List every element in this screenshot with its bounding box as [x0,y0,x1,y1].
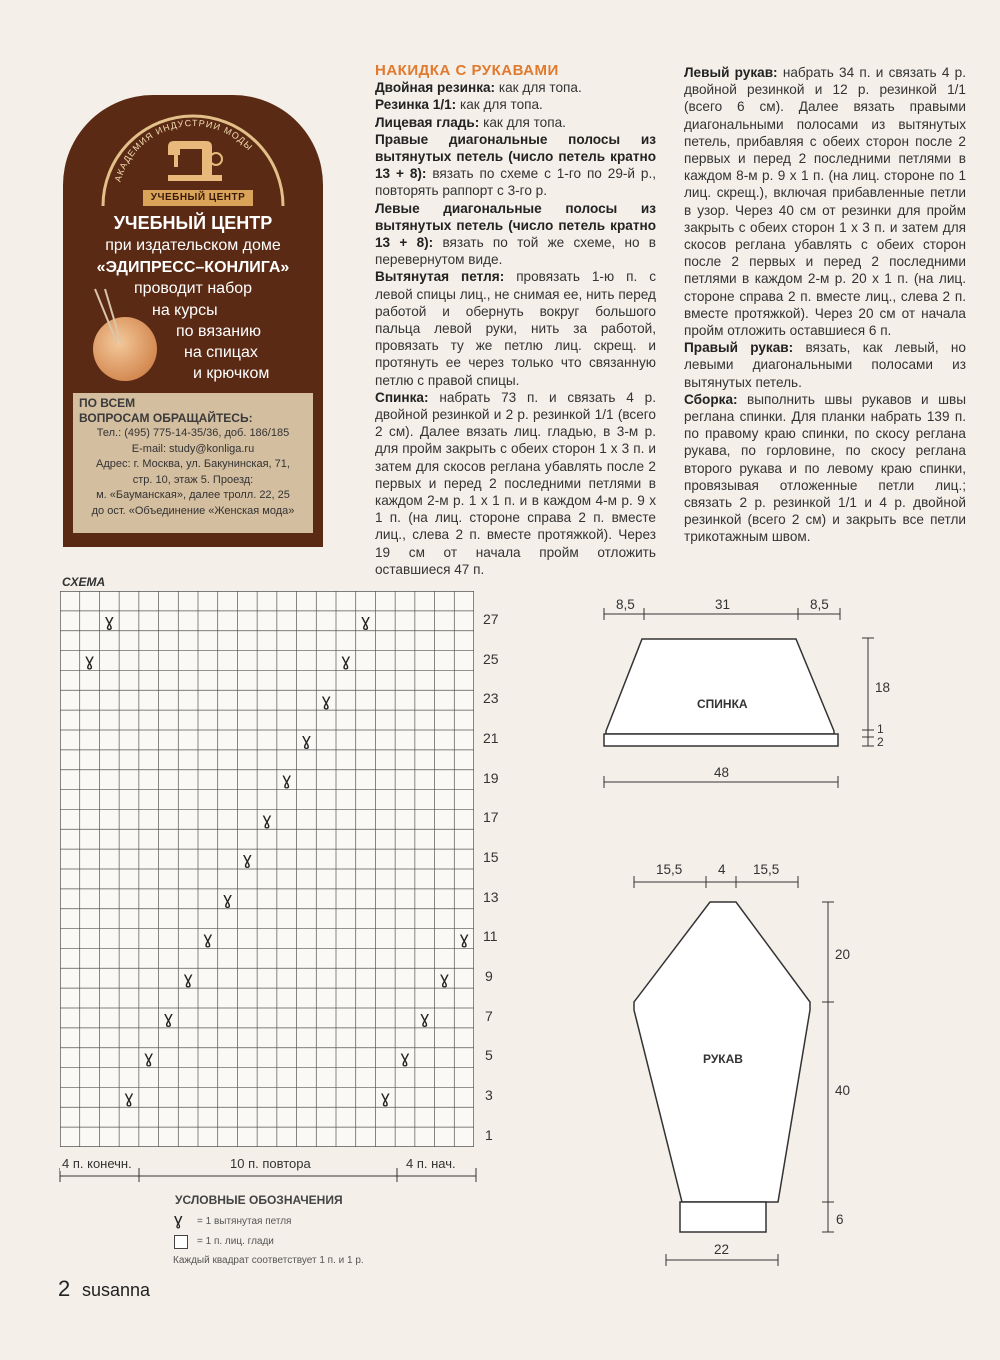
paragraph-text: как для топа. [456,97,543,113]
ad-line: на курсы [152,302,218,319]
contact-line: м. «Бауманская», далее тролл. 22, 25 [96,489,290,501]
back-dim-rib2: 2 [877,735,884,749]
elongated-stitch-icon: ɣ [281,770,292,791]
knitting-needles-icon [91,287,131,347]
ad-contact-box [73,393,313,533]
elongated-stitch-icon: ɣ [222,889,233,910]
row-number: 5 [485,1047,493,1063]
article-title: НАКИДКА С РУКАВАМИ [375,62,559,79]
contact-line: стр. 10, этаж 5. Проезд: [132,473,254,486]
sleeve-dim-top-left: 15,5 [656,862,683,877]
term: Резинка 1/1: [375,97,457,113]
elongated-stitch-icon: ɣ [104,611,115,632]
sleeve-dim-h2: 40 [835,1083,851,1098]
contact-line: Адрес: г. Москва, ул. Бакунинская, 71, [96,458,290,470]
back-dim-height: 18 [875,680,891,695]
row-number: 13 [483,889,499,905]
elongated-stitch-icon: ɣ [242,849,253,870]
row-number: 23 [483,690,499,706]
knitting-chart-grid [60,591,474,1147]
sleeve-dim-top-mid: 4 [718,862,726,877]
paragraph-text: вязать по той же схеме, но в перевернутом виде. [375,235,656,268]
sleeve-dim-width: 22 [714,1242,730,1257]
elongated-stitch-icon: ɣ [301,730,312,751]
elongated-stitch-icon: ɣ [459,929,470,950]
sleeve-dim-h1: 20 [835,947,851,962]
elongated-stitch-icon: ɣ [439,968,450,989]
legend-title: УСЛОВНЫЕ ОБОЗНАЧЕНИЯ [175,1193,343,1207]
term: Правый рукав: [684,340,794,356]
elongated-stitch-icon: ɣ [84,651,95,672]
row-number: 25 [483,651,499,667]
back-dim-top-right: 8,5 [810,597,829,612]
ad-ring-caption: АКАДЕМИЯ ИНДУСТРИИ МОДЫ [112,117,255,183]
term: Двойная резинка: [375,80,496,96]
back-diagram [598,594,898,794]
term: Правые диагональные полосы из вытянутых петель (число петель кратно 13 + 8): [375,131,656,182]
term: Левые диагональные полосы из вытянутых петель (число петель кратно 13 + 8): [375,200,656,251]
row-number: 15 [483,849,499,865]
ad-line: по вязанию [176,323,261,340]
article-column-2 [684,64,966,546]
elongated-stitch-icon: ɣ [261,809,273,830]
row-number: 19 [483,770,499,786]
legend-item: = 1 п. лиц. глади [197,1236,274,1247]
ad-line: и крючком [193,365,270,382]
term: Сборка: [684,391,738,407]
term: Лицевая гладь: [375,114,480,130]
contact-line: Тел.: (495) 775-14-35/36, доб. 186/185 [96,427,290,439]
page-number: 2 [58,1276,71,1301]
paragraph-text: вязать по схеме с 1-го по 29-й р., повторять раппорт с 3-го р. [375,166,656,199]
contact-heading: ПО ВСЕМ [79,396,136,410]
start-stitches-label: 4 п. нач. [406,1156,456,1171]
row-number: 21 [483,730,499,746]
sleeve-label: РУКАВ [703,1052,743,1066]
ad-line: при издательском доме [105,237,281,254]
elongated-stitch-icon: ɣ [202,929,213,950]
back-label: СПИНКА [697,697,748,711]
sleeve-diagram [628,872,851,1272]
back-dim-top-mid: 31 [715,597,731,612]
back-dim-rib1: 1 [877,722,884,736]
sewing-machine-icon [160,133,230,188]
elongated-stitch-icon: ɣ [380,1087,391,1108]
schema-label: СХЕМА [62,575,106,589]
paragraph-text: набрать 73 п. и связать 4 р. двойной резинкой и 2 р. резинкой 1/1 (всего 2 см). Далее вязать лиц. гладью, в 3-м р. для пройм закрыть с обеих сторон 1 х 3 п. и затем для скосов реглана убавлять после 2 первых и перед 2 последними петлями в каждом 2-м р. 1 х 1 п. и в каждом 4-м р. 9 х 1 п. (на лиц. стороне справа 2 п. вместе лиц., слева 2 п. вместе протяжкой). Через 19 см от начала пройм отложить оставшиеся 47 п. [375,389,656,577]
term: Вытянутая петля: [375,269,505,285]
legend-item: = 1 вытянутая петля [197,1216,292,1227]
repeat-stitches-label: 10 п. повтора [230,1156,311,1171]
row-number: 3 [485,1087,493,1103]
article-column-1 [375,62,656,578]
elongated-stitch-icon: ɣ [163,1008,174,1029]
paragraph-text: выполнить швы рукавов и швы реглана спинки. Для планки набрать 139 п. по правому краю спинки, по скосу реглана рукава, по горловине, по скосу реглана второго рукава и по левому краю спинки, провязывая отложенные петли лиц.; связать 2 р. резинкой 1/1 и 4 р. двойной резинкой (всего 2 см) и закрыть все петли трикотажным швом. [684,391,966,545]
sleeve-dim-top-right: 15,5 [753,862,780,877]
row-number: 11 [483,928,498,944]
contact-line: до ост. «Объединение «Женская мода» [91,504,295,517]
elongated-stitch-icon: ɣ [360,611,371,632]
ad-line: на спицах [184,344,258,361]
elongated-stitch-icon: ɣ [399,1048,411,1069]
contact-email: E-mail: study@konliga.ru [131,442,255,455]
end-stitches-label: 4 п. конечн. [62,1156,132,1171]
elongated-stitch-icon: ɣ [174,1210,183,1229]
back-dim-width: 48 [714,765,730,780]
contact-heading: ВОПРОСАМ ОБРАЩАЙТЕСЬ: [79,411,253,425]
row-number: 9 [485,968,493,984]
elongated-stitch-icon: ɣ [321,690,332,711]
knit-stitch-square-icon [174,1235,188,1249]
term: Спинка: [375,389,429,405]
elongated-stitch-icon: ɣ [183,968,194,989]
term: Левый рукав: [684,65,778,80]
paragraph-text: провязать 1-ю п. с левой спицы лиц., не снимая ее, нить перед работой и обернуть вокруг большого пальца левой руки, нить за работой, провязать ту же петлю лиц. скрещ. и протянуть ее через только что связанную петлю с правой спицы. [375,269,656,388]
row-number: 1 [485,1127,493,1143]
back-dim-top-left: 8,5 [616,597,635,612]
paragraph-text: как для топа. [479,114,566,130]
elongated-stitch-icon: ɣ [419,1008,430,1029]
paragraph-text: вязать, как левый, но левыми диагональными полосами из вытянутых петель. [684,340,966,390]
magazine-brand: susanna [82,1280,151,1300]
row-number: 27 [483,611,499,627]
ad-line: проводит набор [133,280,253,297]
elongated-stitch-icon: ɣ [340,651,351,672]
elongated-stitch-icon: ɣ [123,1087,135,1108]
ad-line: «ЭДИПРЕСС–КОНЛИГА» [96,259,290,276]
sleeve-dim-h3: 6 [836,1212,844,1227]
row-number: 17 [483,809,499,825]
ad-badge: УЧЕБНЫЙ ЦЕНТР [143,190,253,206]
legend-note: Каждый квадрат соответствует 1 п. и 1 р. [173,1255,364,1266]
ad-block [63,95,323,547]
elongated-stitch-icon: ɣ [143,1048,154,1069]
row-number: 7 [485,1008,493,1024]
ad-title: УЧЕБНЫЙ ЦЕНТР [113,213,273,233]
paragraph-text: набрать 34 п. и связать 4 р. двойной резинкой и 12 р. резинкой 1/1 (всего 6 см). Далее вязать правыми диагональными полосами из вытянутых петель, прибавляя с обеих сторон после 2 первых и перед 2 последними петлями в каждом 8-м р. 9 х 1 п. (на лиц. стороне по 1 лиц. скрещ.), включая прибавленные петли в узор. Через 40 см от резинки для пройм закрыть с обеих сторон 1 х 3 п. и затем для скосов реглана убавлять с обеих сторон после 2 первых и перед 2 последними петлями в каждом 2-м р. 20 х 1 п. (на лиц. стороне справа 2 п. вместе лиц., слева 2 п. вместе протяжкой). Через 20 см от начала пройм отложить оставшиеся 6 п. [684,65,966,339]
paragraph-text: как для топа. [495,80,582,96]
